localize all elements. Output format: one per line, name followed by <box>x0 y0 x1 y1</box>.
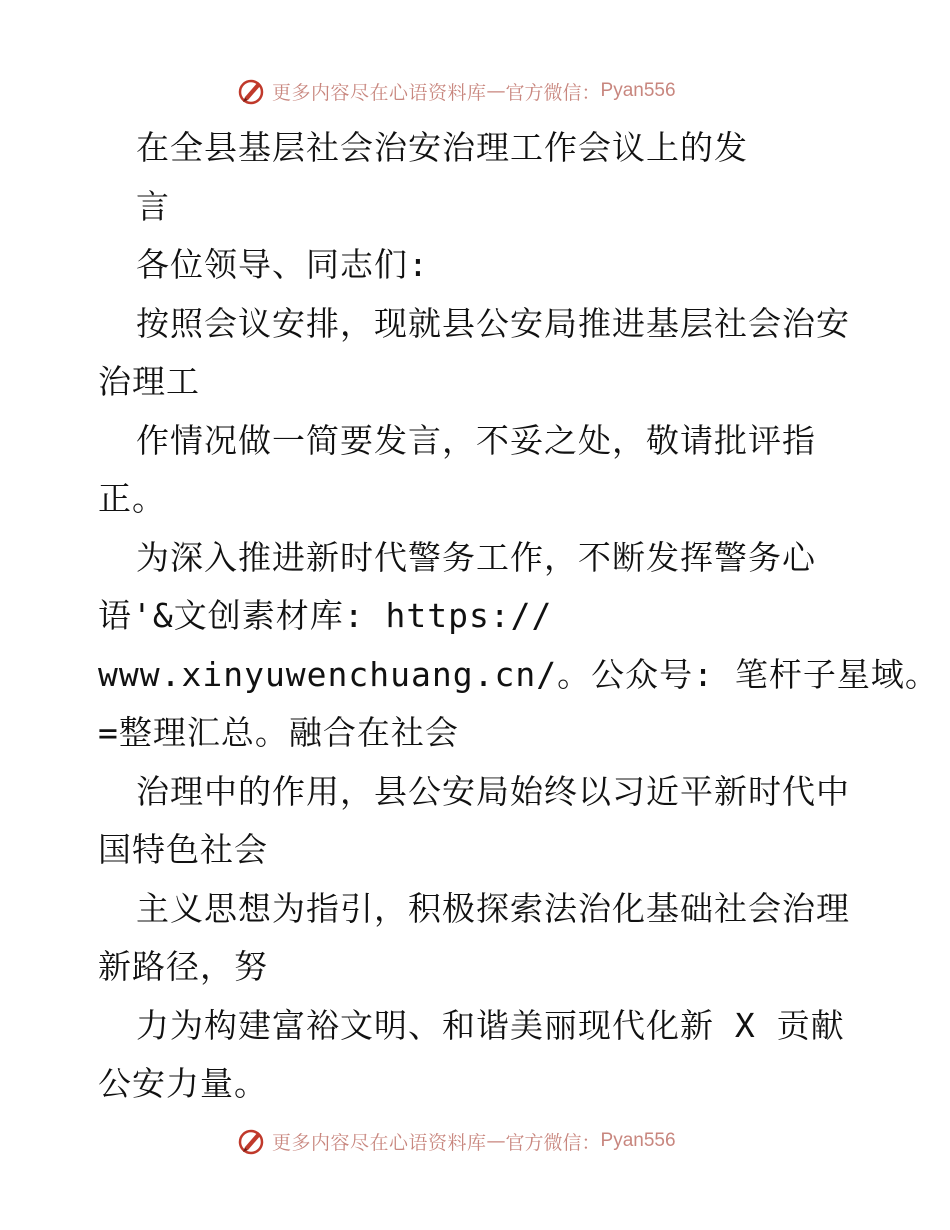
document-title-line-1: 在全县基层社会治安治理工作会议上的发 <box>136 128 748 167</box>
pen-logo-icon <box>236 1126 266 1156</box>
document-title-line-2: 言 <box>136 187 170 226</box>
salutation-line: 各位领导、同志们: <box>136 245 429 284</box>
paragraph-line: 治理中的作用，县公安局始终以习近平新时代中 <box>136 772 850 811</box>
paragraph-line: 公安力量。 <box>98 1064 268 1103</box>
paragraph-line: 治理工 <box>98 362 200 401</box>
footer-watermark <box>236 1123 676 1159</box>
paragraph-line: 力为构建富裕文明、和谐美丽现代化新 X 贡献 <box>136 1006 845 1045</box>
watermark-dash: — <box>486 80 506 102</box>
watermark-wechat-label: 官方微信： <box>505 81 601 104</box>
header-watermark <box>236 73 676 109</box>
paragraph-line: 主义思想为指引，积极探索法治化基础社会治理 <box>136 889 850 928</box>
watermark-brand-text: 更多内容尽在心语资料库 <box>272 81 487 104</box>
pen-logo-icon <box>236 76 266 106</box>
watermark-dash: — <box>486 1130 506 1152</box>
paragraph-line: 新路径，努 <box>98 947 268 986</box>
paragraph-line: 作情况做一简要发言，不妥之处，敬请批评指 <box>136 421 816 460</box>
paragraph-line: 国特色社会 <box>98 830 268 869</box>
watermark-wechat-id: Pyan556 <box>600 1130 676 1151</box>
watermark-brand-text: 更多内容尽在心语资料库 <box>272 1131 487 1154</box>
paragraph-line: 正。 <box>98 479 166 518</box>
paragraph-line: www.xinyuwenchuang.cn/。公众号: 笔杆子星域。 <box>98 655 939 694</box>
watermark-wechat-id: Pyan556 <box>600 80 676 101</box>
paragraph-line: 为深入推进新时代警务工作，不断发挥警务心 <box>136 538 816 577</box>
paragraph-line: =整理汇总。融合在社会 <box>98 713 459 752</box>
watermark-wechat-label: 官方微信： <box>505 1131 601 1154</box>
paragraph-line: 按照会议安排，现就县公安局推进基层社会治安 <box>136 304 850 343</box>
paragraph-line: 语'&文创素材库: https:// <box>98 596 553 635</box>
